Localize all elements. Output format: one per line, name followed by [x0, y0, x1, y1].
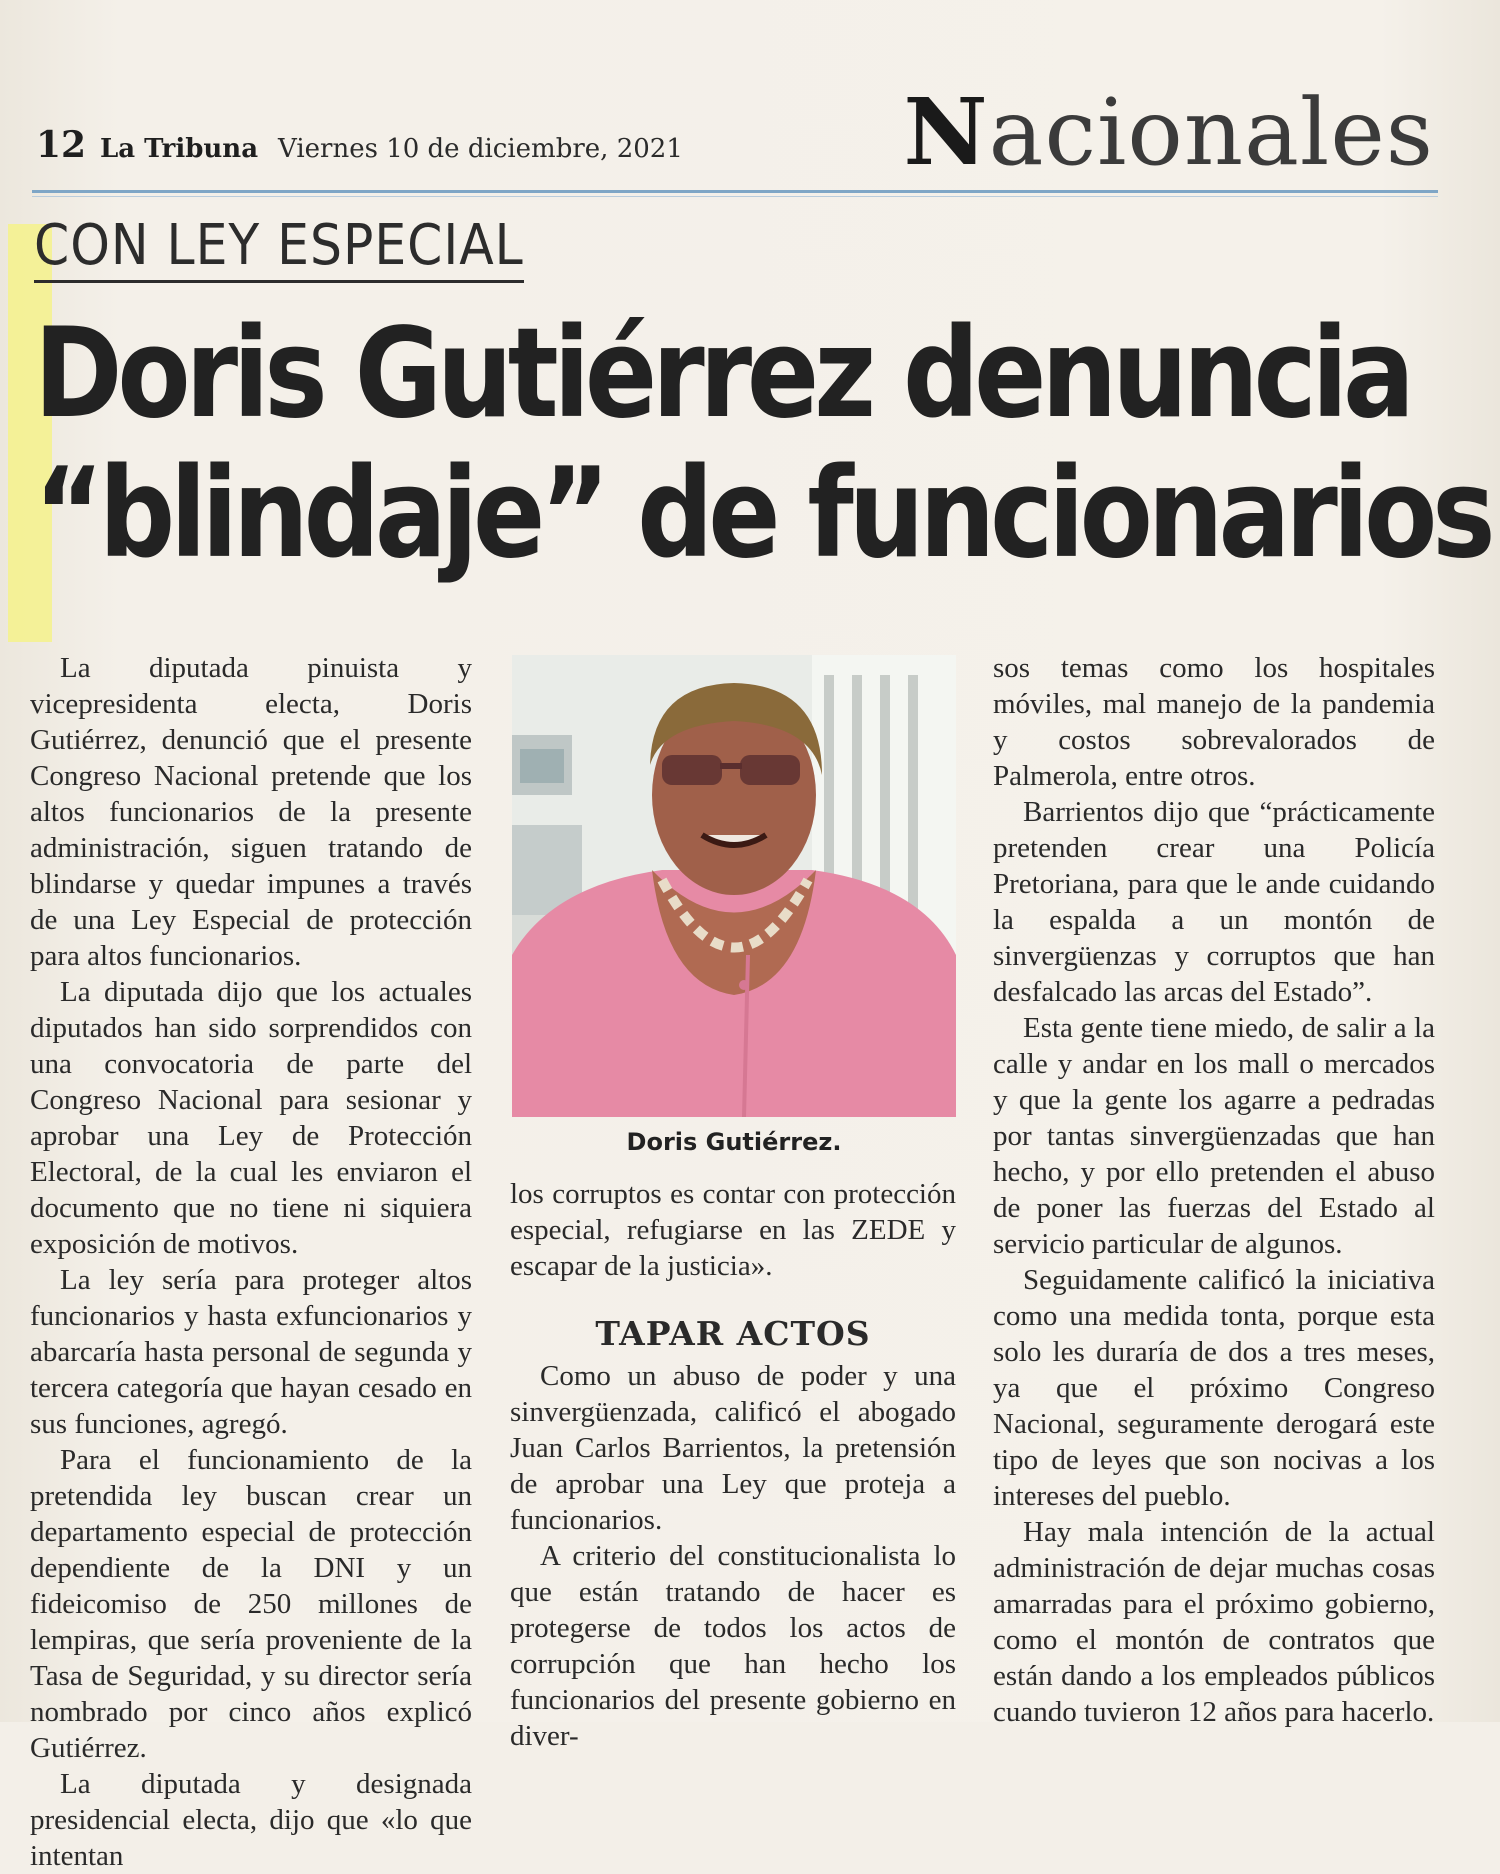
paragraph: Hay mala intención de la actual administración de dejar muchas cosas amarradas para el próximo gobierno, como el montón de contratos que están dando a los empleados públicos cuando tuvieron 12 años para hacerlo. — [993, 1516, 1435, 1728]
portrait-illustration — [512, 655, 956, 1117]
section-title-rest: acionales — [988, 79, 1434, 186]
section-title — [904, 78, 1434, 186]
photo-caption: Doris Gutiérrez. — [626, 1128, 842, 1156]
header-divider-thin — [32, 196, 1438, 197]
page-header — [0, 0, 1500, 200]
section-title-initial: N — [903, 78, 989, 186]
article-column-2 — [510, 1176, 956, 1754]
paragraph-continuation: los corruptos es contar con protección especial, refugiarse en las ZEDE y escapar de la justicia». — [510, 1178, 956, 1282]
paragraph: La ley sería para proteger altos funcionarios y hasta exfuncionarios y abarcaría hasta personal de segunda y tercera categoría que hayan cesado en sus funciones, agregó. — [30, 1264, 472, 1440]
paragraph: Barrientos dijo que “prácticamente pretenden crear una Policía Pretoriana, para que le ande cuidando la espalda a un montón de sinvergüenzas y corruptos que han desfalcado las arcas del Estado”. — [993, 796, 1435, 1008]
article-headline — [34, 302, 1491, 586]
page-number: 12 — [36, 124, 87, 166]
article-photo — [512, 655, 956, 1117]
issue-date: Viernes 10 de diciembre, 2021 — [278, 134, 683, 164]
paragraph: Esta gente tiene miedo, de salir a la calle y andar en los mall o mercados y que la gente los agarre a pedradas por tantas sinvergüenzadas que han hecho, y por ello pretenden el abuso de poner las fuerzas del Estado al servicio particular de algunos. — [993, 1012, 1435, 1260]
paragraph: A criterio del constitucionalista lo que están tratando de hacer es protegerse de todos los actos de corrupción que han hecho los funcionarios del presente gobierno en diver- — [510, 1540, 956, 1752]
header-divider — [32, 190, 1438, 193]
headline-line-2: “blindaje” de funcionarios — [34, 442, 1491, 586]
article-subhead: TAPAR ACTOS — [595, 1314, 871, 1353]
paragraph: La diputada pinuista y vicepresidenta electa, Doris Gutiérrez, denunció que el presente Congreso Nacional pretende que los altos funcionarios de la presente administración, siguen tratando de blindarse y quedar impunes a través de una Ley Especial de protección para altos funcionarios. — [30, 652, 472, 972]
article-column-1 — [30, 650, 472, 1874]
paragraph: Seguidamente calificó la iniciativa como una medida tonta, porque esta solo les duraría de dos a tres meses, ya que el próximo Congreso Nacional, seguramente derogará este tipo de leyes que son nocivas a los intereses del pueblo. — [993, 1264, 1435, 1512]
article-column-3 — [993, 650, 1435, 1730]
paragraph: La diputada dijo que los actuales diputados han sido sorprendidos con una convocatoria de parte del Congreso Nacional para sesionar y aprobar una Ley de Protección Electoral, de la cual les enviaron el documento que no tiene ni siquiera exposición de motivos. — [30, 976, 472, 1260]
paragraph: Como un abuso de poder y una sinvergüenzada, calificó el abogado Juan Carlos Barrientos, la pretensión de aprobar una Ley que proteja a funcionarios. — [510, 1360, 956, 1536]
paragraph-continuation: sos temas como los hospitales móviles, mal manejo de la pandemia y costos sobrevalorados de Palmerola, entre otros. — [993, 652, 1435, 792]
headline-line-1: Doris Gutiérrez denuncia — [34, 302, 1410, 446]
newspaper-name: La Tribuna — [100, 134, 259, 164]
article-kicker: CON LEY ESPECIAL — [34, 214, 524, 283]
paragraph: Para el funcionamiento de la pretendida ley buscan crear un departamento especial de protección dependiente de la DNI y un fideicomiso de 250 millones de lempiras, que sería proveniente de la Tasa de Seguridad, y su director sería nombrado por cinco años explicó Gutiérrez. — [30, 1444, 472, 1764]
paragraph: La diputada y designada presidencial electa, dijo que «lo que intentan — [30, 1768, 472, 1872]
